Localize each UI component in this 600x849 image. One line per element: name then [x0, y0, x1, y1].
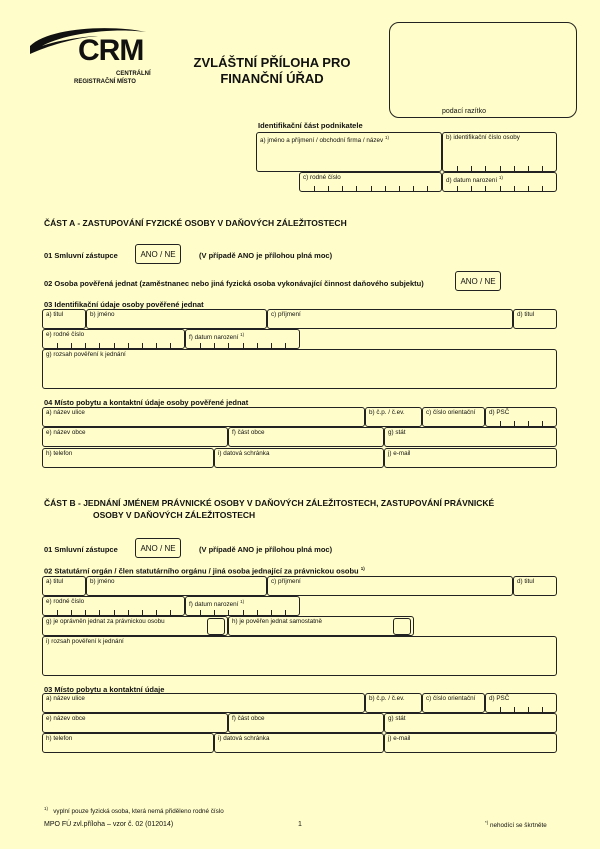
- ident-name-label: a) jméno a příjmení / obchodní firma / název $^{1)}$: [260, 135, 389, 145]
- a02-ano-ne[interactable]: ANO / NE: [455, 271, 501, 291]
- comb-tick: [156, 343, 157, 348]
- b03-co-label: c) číslo orientační: [426, 695, 476, 702]
- ident-birthdate-field[interactable]: [442, 172, 557, 192]
- b02-title-after-label: d) titul: [517, 578, 535, 585]
- comb-tick: [85, 610, 86, 615]
- comb-tick: [500, 707, 501, 712]
- comb-tick: [243, 610, 244, 615]
- a04-city[interactable]: [42, 427, 228, 447]
- a04-country[interactable]: [384, 427, 557, 447]
- a04-phone-label: h) telefon: [46, 450, 73, 457]
- ident-name-field[interactable]: [256, 132, 442, 172]
- comb-tick: [485, 186, 486, 191]
- comb-tick: [156, 610, 157, 615]
- b02-first-name-label: b) jméno: [90, 578, 115, 585]
- b03-district[interactable]: [228, 713, 384, 733]
- a04-databox-label: i) datová schránka: [218, 450, 270, 457]
- a04-street-label: a) název ulice: [46, 409, 85, 416]
- digit-comb: [43, 343, 184, 348]
- comb-tick: [542, 421, 543, 426]
- comb-tick: [413, 186, 414, 191]
- digit-comb: [486, 707, 556, 712]
- page-number: 1: [298, 821, 302, 828]
- title-line1: ZVLÁŠTNÍ PŘÍLOHA PRO: [193, 55, 351, 70]
- comb-tick: [528, 707, 529, 712]
- a03-birthdate-label: f) datum narození $^{1)}$: [189, 332, 245, 342]
- b01-label: 01 Smluvní zástupce: [44, 545, 118, 554]
- footnote-2: [485, 820, 547, 829]
- digit-comb: [43, 610, 184, 615]
- comb-tick: [528, 186, 529, 191]
- stamp-label: podací razítko: [442, 108, 486, 115]
- a04-phone[interactable]: [42, 448, 214, 468]
- b03-phone[interactable]: [42, 733, 214, 753]
- comb-tick: [128, 343, 129, 348]
- digit-comb: [443, 186, 556, 191]
- b02-scope[interactable]: [42, 636, 557, 676]
- crm-logo: [28, 24, 153, 92]
- b01-ano-ne[interactable]: ANO / NE: [135, 538, 181, 558]
- b03-cp[interactable]: [365, 693, 422, 713]
- b02-surname-label: c) příjmení: [271, 578, 301, 585]
- b02-birthdate[interactable]: [185, 596, 300, 616]
- logo-sub2: REGISTRAČNÍ MÍSTO: [74, 79, 136, 85]
- comb-tick: [128, 610, 129, 615]
- comb-tick: [57, 343, 58, 348]
- footnote-1: [44, 806, 224, 815]
- a03-birthnum-label: e) rodné číslo: [46, 331, 85, 338]
- comb-tick: [114, 610, 115, 615]
- b02-independent-checkbox[interactable]: [393, 618, 411, 635]
- a04-co[interactable]: [422, 407, 485, 427]
- a03-scope-label: g) rozsah pověření k jednání: [46, 351, 126, 358]
- a03-title-before[interactable]: [42, 309, 86, 329]
- comb-tick: [114, 343, 115, 348]
- comb-tick: [356, 186, 357, 191]
- ident-ico-label: b) identifikační číslo osoby: [446, 134, 520, 141]
- b03-cp-label: b) č.p. / č.ev.: [369, 695, 405, 702]
- comb-tick: [371, 186, 372, 191]
- a03-surname-label: c) příjmení: [271, 311, 301, 318]
- a01-note: (V případě ANO je přílohou plná moc): [199, 251, 333, 260]
- a04-cp[interactable]: [365, 407, 422, 427]
- comb-tick: [342, 186, 343, 191]
- b02-label: 02 Statutární orgán / člen statutárního orgánu / jiná osoba jednající za právnickou osobu $^{1)}$: [44, 566, 365, 576]
- ident-heading: Identifikační část podnikatele: [258, 121, 363, 130]
- comb-tick: [271, 610, 272, 615]
- b02-scope-label: i) rozsah pověření k jednání: [46, 638, 124, 645]
- comb-tick: [257, 343, 258, 348]
- b03-databox[interactable]: [214, 733, 384, 753]
- comb-tick: [399, 186, 400, 191]
- comb-tick: [514, 186, 515, 191]
- comb-tick: [514, 421, 515, 426]
- comb-tick: [214, 343, 215, 348]
- footnote-1-mark: 1): [44, 806, 49, 811]
- a04-psc-label: d) PSČ: [489, 409, 510, 416]
- b03-country-label: g) stát: [388, 715, 406, 722]
- b02-birthdate-label: f) datum narození $^{1)}$: [189, 599, 245, 609]
- comb-tick: [457, 166, 458, 171]
- a04-co-label: c) číslo orientační: [426, 409, 476, 416]
- comb-tick: [542, 186, 543, 191]
- b02-birthnum[interactable]: [42, 596, 185, 616]
- a02-label: 02 Osoba pověřená jednat (zaměstnanec nebo jiná fyzická osoba vykonávající činnost daňového subjektu): [44, 279, 424, 288]
- comb-tick: [85, 343, 86, 348]
- digit-comb: [486, 421, 556, 426]
- comb-tick: [528, 166, 529, 171]
- footnote-2-mark: *): [485, 820, 489, 825]
- a04-cp-label: b) č.p. / č.ev.: [369, 409, 405, 416]
- comb-tick: [328, 186, 329, 191]
- a04-district[interactable]: [228, 427, 384, 447]
- comb-tick: [471, 186, 472, 191]
- a03-first-name-label: b) jméno: [90, 311, 115, 318]
- comb-tick: [542, 166, 543, 171]
- a04-email[interactable]: [384, 448, 557, 468]
- page-title: [172, 55, 372, 87]
- b03-street[interactable]: [42, 693, 365, 713]
- b02-authorized-checkbox[interactable]: [207, 618, 225, 635]
- part-b-heading-1: ČÁST B - JEDNÁNÍ JMÉNEM PRÁVNICKÉ OSOBY V DAŇOVÝCH ZÁLEŽITOSTECH, ZASTUPOVÁNÍ PRÁVNICKÉ: [44, 498, 495, 508]
- a01-ano-ne[interactable]: ANO / NE: [135, 244, 181, 264]
- logo-text: CRM: [78, 34, 144, 67]
- comb-tick: [200, 343, 201, 348]
- a04-databox[interactable]: [214, 448, 384, 468]
- b03-email[interactable]: [384, 733, 557, 753]
- b03-email-label: j) e-mail: [388, 735, 411, 742]
- b02-title-after[interactable]: [513, 576, 557, 596]
- a04-street[interactable]: [42, 407, 365, 427]
- b03-city-label: e) název obce: [46, 715, 86, 722]
- ident-birthnum-label: c) rodné číslo: [303, 174, 341, 181]
- a03-birthnum[interactable]: [42, 329, 185, 349]
- comb-tick: [427, 186, 428, 191]
- comb-tick: [142, 343, 143, 348]
- part-b-heading-2: OSOBY V DAŇOVÝCH ZÁLEŽITOSTECH: [93, 510, 256, 520]
- comb-tick: [485, 166, 486, 171]
- comb-tick: [99, 343, 100, 348]
- b02-surname[interactable]: [267, 576, 513, 596]
- comb-tick: [500, 166, 501, 171]
- comb-tick: [170, 343, 171, 348]
- a03-surname[interactable]: [267, 309, 513, 329]
- a03-title-after[interactable]: [513, 309, 557, 329]
- logo-sub1: CENTRÁLNÍ: [116, 71, 151, 77]
- comb-tick: [542, 707, 543, 712]
- b03-co[interactable]: [422, 693, 485, 713]
- a04-label: 04 Místo pobytu a kontaktní údaje osoby pověřené jednat: [44, 398, 249, 407]
- digit-comb: [300, 186, 441, 191]
- footnote-1-text: vyplní pouze fyzická osoba, která nemá přiděleno rodné číslo: [53, 808, 224, 816]
- comb-tick: [257, 610, 258, 615]
- a03-label: 03 Identifikační údaje osoby pověřené jednat: [44, 300, 204, 309]
- a03-first-name[interactable]: [86, 309, 267, 329]
- b03-psc[interactable]: [485, 693, 557, 713]
- comb-tick: [471, 166, 472, 171]
- comb-tick: [200, 610, 201, 615]
- comb-tick: [514, 707, 515, 712]
- footnote-2-text: nehodící se škrtněte: [490, 822, 547, 830]
- comb-tick: [57, 610, 58, 615]
- comb-tick: [142, 610, 143, 615]
- a03-scope[interactable]: [42, 349, 557, 389]
- ident-birthnum-field[interactable]: [299, 172, 442, 192]
- b03-district-label: f) část obce: [232, 715, 265, 722]
- comb-tick: [243, 343, 244, 348]
- comb-tick: [314, 186, 315, 191]
- a03-title-after-label: d) titul: [517, 311, 535, 318]
- comb-tick: [500, 421, 501, 426]
- a03-birthdate[interactable]: [185, 329, 300, 349]
- comb-tick: [514, 166, 515, 171]
- ident-ico-field[interactable]: [442, 132, 557, 172]
- a01-label: 01 Smluvní zástupce: [44, 251, 118, 260]
- b02-first-name[interactable]: [86, 576, 267, 596]
- comb-tick: [228, 343, 229, 348]
- comb-tick: [285, 610, 286, 615]
- b03-city[interactable]: [42, 713, 228, 733]
- comb-tick: [385, 186, 386, 191]
- a04-country-label: g) stát: [388, 429, 406, 436]
- a04-email-label: j) e-mail: [388, 450, 411, 457]
- b01-note: (V případě ANO je přílohou plná moc): [199, 545, 333, 554]
- comb-tick: [71, 610, 72, 615]
- b02-birthnum-label: e) rodné číslo: [46, 598, 85, 605]
- a04-city-label: e) název obce: [46, 429, 86, 436]
- b03-street-label: a) název ulice: [46, 695, 85, 702]
- digit-comb: [186, 343, 299, 348]
- b03-psc-label: d) PSČ: [489, 695, 510, 702]
- b03-databox-label: i) datová schránka: [218, 735, 270, 742]
- comb-tick: [271, 343, 272, 348]
- digit-comb: [186, 610, 299, 615]
- b02-title-before[interactable]: [42, 576, 86, 596]
- comb-tick: [71, 343, 72, 348]
- comb-tick: [500, 186, 501, 191]
- b03-phone-label: h) telefon: [46, 735, 73, 742]
- b03-label: 03 Místo pobytu a kontaktní údaje: [44, 685, 165, 694]
- form-id: MPO FÚ zvl.příloha – vzor č. 02 (012014): [44, 821, 174, 828]
- b03-country[interactable]: [384, 713, 557, 733]
- comb-tick: [457, 186, 458, 191]
- comb-tick: [99, 610, 100, 615]
- b02-independent-field: [228, 616, 414, 636]
- b02-independent-label: h) je pověřen jednat samostatně: [232, 618, 322, 625]
- a04-district-label: f) část obce: [232, 429, 265, 436]
- b02-authorized-label: g) je oprávněn jednat za právnickou osobu: [46, 618, 165, 625]
- comb-tick: [170, 610, 171, 615]
- b02-title-before-label: a) titul: [46, 578, 64, 585]
- comb-tick: [285, 343, 286, 348]
- title-line2: FINANČNÍ ÚŘAD: [220, 71, 324, 86]
- comb-tick: [528, 421, 529, 426]
- comb-tick: [214, 610, 215, 615]
- a03-title-before-label: a) titul: [46, 311, 64, 318]
- part-a-heading: ČÁST A - ZASTUPOVÁNÍ FYZICKÉ OSOBY V DAŇOVÝCH ZÁLEŽITOSTECH: [44, 218, 347, 228]
- b02-authorized-field: [42, 616, 228, 636]
- comb-tick: [228, 610, 229, 615]
- digit-comb: [443, 166, 556, 171]
- ident-birthdate-label: d) datum narození $^{1)}$: [446, 175, 503, 185]
- stamp-box[interactable]: [389, 22, 577, 118]
- a04-psc[interactable]: [485, 407, 557, 427]
